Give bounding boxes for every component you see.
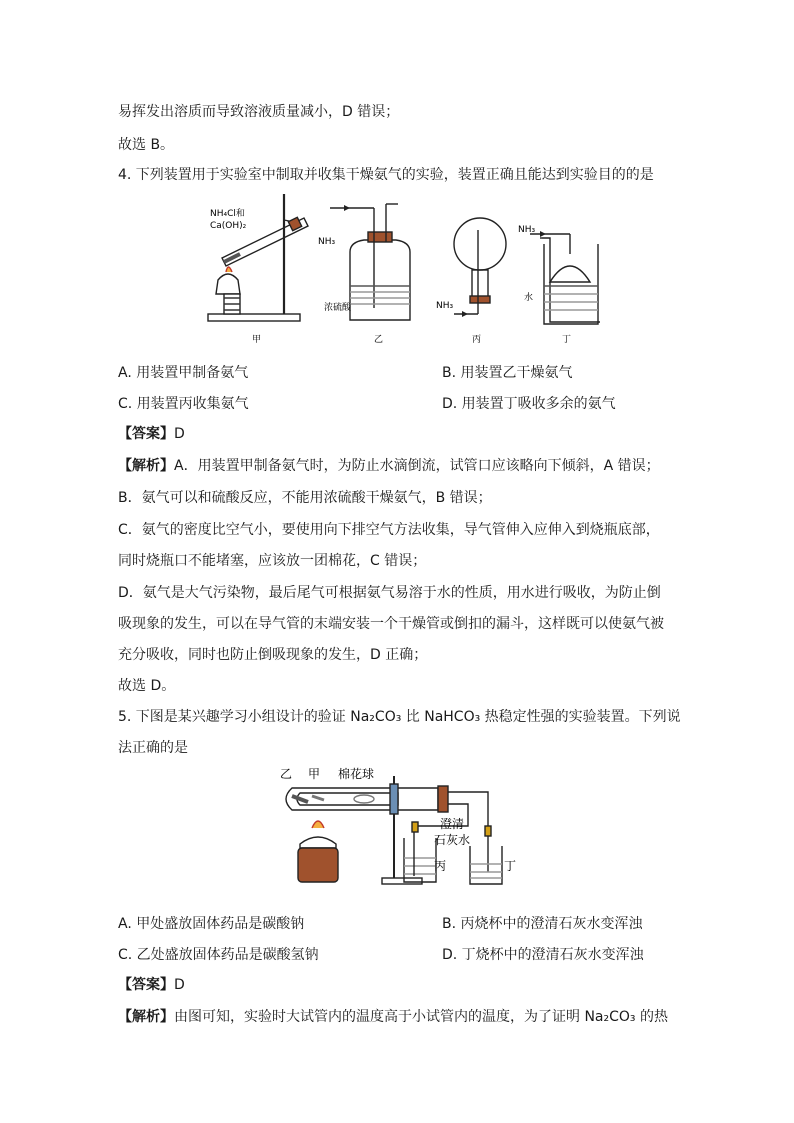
analysis-text: A．用装置甲制备氨气时，为防止水滴倒流，试管口应该略向下倾斜，A 错误；	[174, 458, 660, 474]
question-4-stem: 4. 下列装置用于实验室中制取并收集干燥氨气的实验，装置正确且能达到实验目的的是	[118, 167, 654, 183]
figure-q5-apparatus	[278, 766, 528, 890]
figure-q4-apparatus	[200, 190, 600, 350]
text-line: 故选 D。	[118, 678, 176, 694]
q5-option-d: D. 丁烧杯中的澄清石灰水变浑浊	[442, 947, 644, 963]
text-line: 故选 B。	[118, 137, 175, 153]
answer-value: D	[174, 426, 185, 442]
text-line: B．氨气可以和硫酸反应，不能用浓硫酸干燥氨气，B 错误；	[118, 490, 492, 506]
q5-analysis	[118, 1007, 668, 1027]
fig5-label-clear: 澄清	[440, 817, 465, 831]
fig5-label-cotton: 棉花球	[338, 767, 375, 781]
q4-option-c: C. 用装置丙收集氨气	[118, 396, 249, 412]
q5-option-b: B. 丙烧杯中的澄清石灰水变浑浊	[442, 916, 643, 932]
answer-value: D	[174, 977, 185, 993]
text-line: C．氨气的密度比空气小，要使用向下排空气方法收集，导气管伸入应伸入到烧瓶底部，	[118, 522, 660, 538]
q4-analysis	[118, 456, 660, 476]
fig5-label-yi: 乙	[280, 767, 293, 781]
q5-option-c: C. 乙处盛放固体药品是碳酸氢钠	[118, 947, 319, 963]
q4-option-d: D. 用装置丁吸收多余的氨气	[442, 396, 616, 412]
fig4-caption-ding: 丁	[562, 335, 572, 345]
text-line: 易挥发出溶质而导致溶液质量减小，D 错误；	[118, 104, 400, 120]
fig4-nh3-label: NH₃	[518, 225, 536, 235]
fig4-reagent-label: Ca(OH)₂	[210, 221, 247, 231]
q4-option-b: B. 用装置乙干燥氨气	[442, 365, 573, 381]
fig4-nh3-label: NH₃	[318, 237, 336, 247]
fig5-label-ding: 丁	[504, 859, 517, 873]
text-line: 同时烧瓶口不能堵塞，应该放一团棉花，C 错误；	[118, 553, 427, 569]
answer-tag: 【答案】	[118, 977, 174, 993]
analysis-tag: 【解析】	[118, 458, 174, 474]
fig4-reagent-label: NH₄Cl和	[210, 209, 245, 219]
fig5-label-bing: 丙	[434, 859, 447, 873]
text-line: D．氨气是大气污染物，最后尾气可根据氨气易溶于水的性质，用水进行吸收，为防止倒	[118, 585, 661, 601]
analysis-tag: 【解析】	[118, 1009, 174, 1025]
question-5-stem: 5. 下图是某兴趣学习小组设计的验证 Na₂CO₃ 比 NaHCO₃ 热稳定性强的实验装置。下列说	[118, 709, 681, 725]
q4-answer	[118, 424, 185, 444]
fig4-acid-label: 浓硫酸	[324, 303, 352, 313]
q4-option-a: A. 用装置甲制备氨气	[118, 365, 249, 381]
text-line: 充分吸收，同时也防止倒吸现象的发生，D 正确；	[118, 647, 428, 663]
analysis-text: 由图可知，实验时大试管内的温度高于小试管内的温度，为了证明 Na₂CO₃ 的热	[174, 1009, 668, 1025]
text-line: 吸现象的发生，可以在导气管的末端安装一个干燥管或倒扣的漏斗，这样既可以使氨气被	[118, 616, 664, 632]
question-5-stem-cont: 法正确的是	[118, 740, 188, 756]
q5-answer	[118, 975, 185, 995]
fig5-label-limewater: 石灰水	[434, 833, 471, 847]
q5-option-a: A. 甲处盛放固体药品是碳酸钠	[118, 916, 305, 932]
fig5-label-jia: 甲	[308, 767, 321, 781]
fig4-caption-yi: 乙	[374, 335, 384, 345]
fig4-caption-jia: 甲	[252, 335, 262, 345]
fig4-caption-bing: 丙	[472, 335, 482, 345]
answer-tag: 【答案】	[118, 426, 174, 442]
fig4-water-label: 水	[524, 293, 534, 303]
fig4-nh3-label: NH₃	[436, 301, 454, 311]
